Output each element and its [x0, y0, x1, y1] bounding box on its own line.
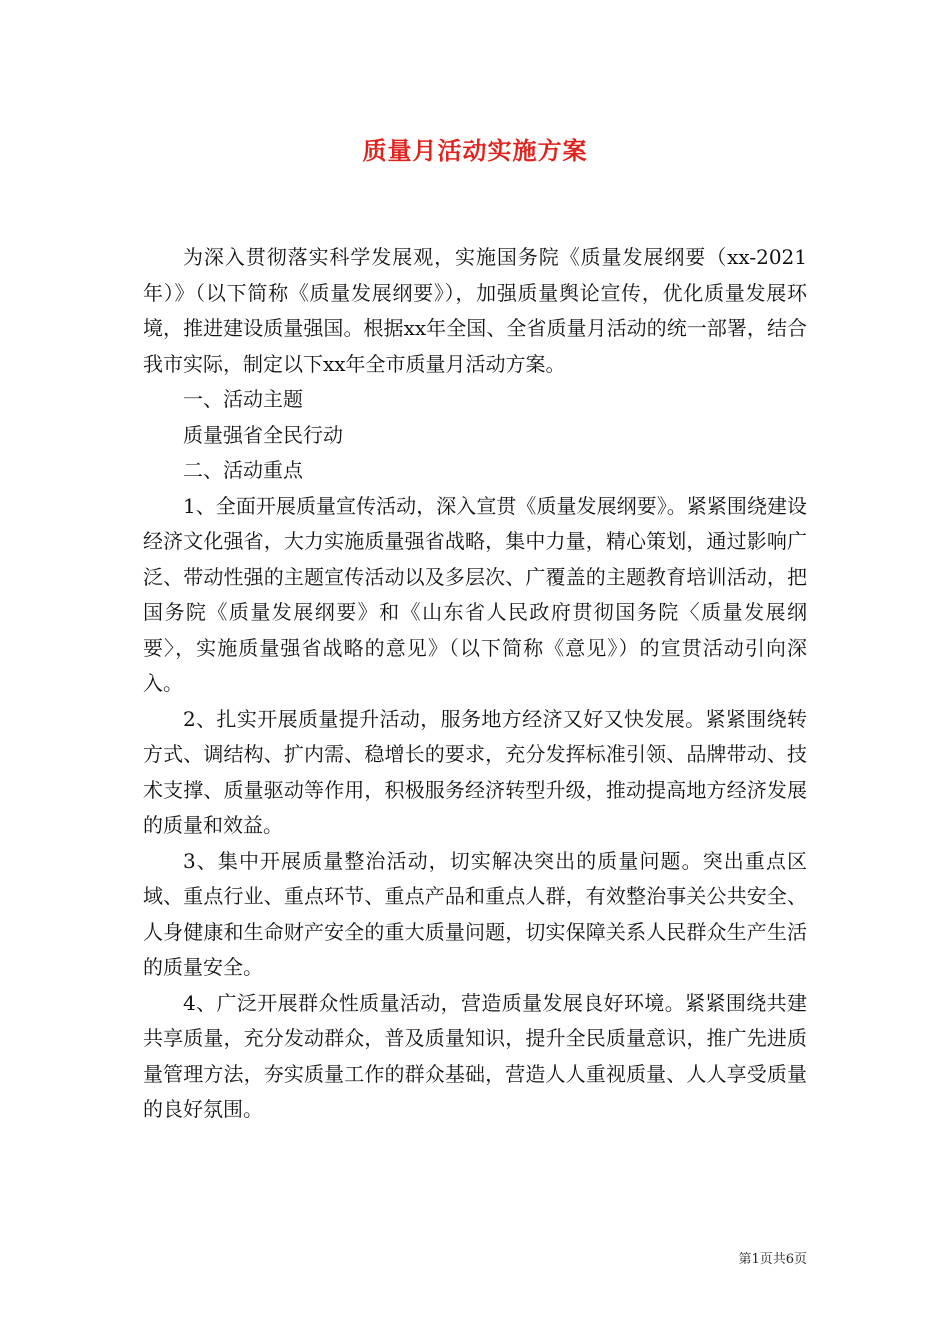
- focus-item-1: 1、全面开展质量宣传活动，深入宣贯《质量发展纲要》。紧紧围绕建设经济文化强省，大力实施质量强省战略，集中力量，精心策划，通过影响广泛、带动性强的主题宣传活动以及多层次、广覆盖的主题教育培训活动，把国务院《质量发展纲要》和《山东省人民政府贯彻国务院〈质量发展纲要〉，实施质量强省战略的意见》（以下简称《意见》）的宣贯活动引向深入。: [143, 493, 807, 695]
- section-heading-theme: 一、活动主题: [183, 387, 303, 411]
- section-heading-focus: 二、活动重点: [183, 458, 303, 482]
- focus-item-2: 2、扎实开展质量提升活动，服务地方经济又好又快发展。紧紧围绕转方式、调结构、扩内需、稳增长的要求，充分发挥标准引领、品牌带动、技术支撑、质量驱动等作用，积极服务经济转型升级，推动提高地方经济发展的质量和效益。: [143, 706, 807, 837]
- focus-item-3: 3、集中开展质量整治活动，切实解决突出的质量问题。突出重点区域、重点行业、重点环节、重点产品和重点人群，有效整治事关公共安全、人身健康和生命财产安全的重大质量问题，切实保障关系人民群众生产生活的质量安全。: [143, 848, 807, 979]
- theme-text: 质量强省全民行动: [183, 422, 343, 447]
- focus-item-4: 4、广泛开展群众性质量活动，营造质量发展良好环境。紧紧围绕共建共享质量，充分发动群众，普及质量知识，提升全民质量意识，推广先进质量管理方法，夯实质量工作的群众基础，营造人人重视质量、人人享受质量的良好氛围。: [143, 990, 807, 1121]
- intro-paragraph: 为深入贯彻落实科学发展观，实施国务院《质量发展纲要（xx-2021年）》（以下简称《质量发展纲要》），加强质量舆论宣传，优化质量发展环境，推进建设质量强国。根据xx年全国、全省质量月活动的统一部署，结合我市实际，制定以下xx年全市质量月活动方案。: [143, 245, 807, 376]
- document-body: [143, 240, 807, 1128]
- document-title: 质量月活动实施方案: [362, 136, 588, 165]
- page-number-footer: 第1页共6页: [738, 1252, 807, 1267]
